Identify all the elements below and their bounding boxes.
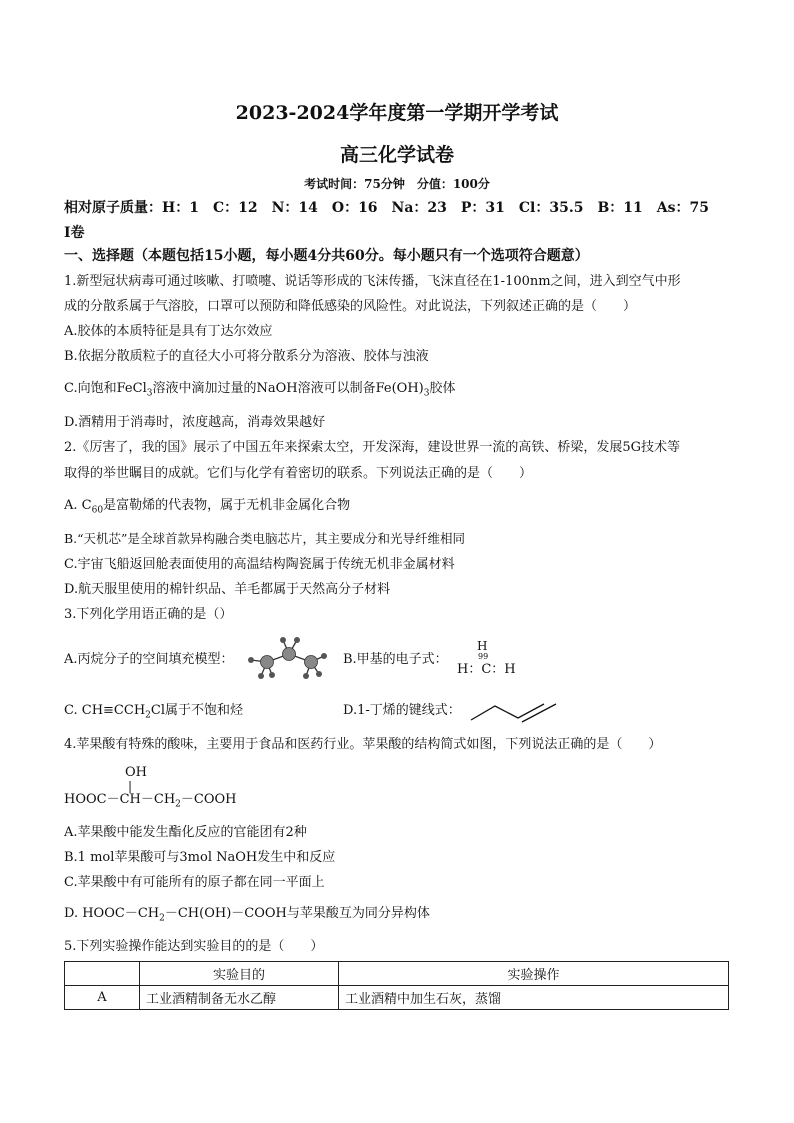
table-header-cell: 实验目的 [140,962,339,986]
q1-c-pre: C.向饱和FeCl [64,381,147,396]
exam-title: 2023-2024学年度第一学期开学考试 [235,102,559,124]
q2-option-d: D.航天服里使用的棉针织品、羊毛都属于天然高分子材料 [64,582,391,597]
table-cell: 工业酒精中加生石灰，蒸馏 [339,986,729,1010]
q1-stem-line1: 1.新型冠状病毒可通过咳嗽、打喷嚏、说话等形成的飞沫传播，飞沫直径在1-100nm之间，进入到空气中形 [64,274,681,289]
q1-option-d: D.酒精用于消毒时，浓度越高，消毒效果越好 [64,415,326,430]
q2-stem-line2: 取得的举世瞩目的成就。它们与化学有着密切的联系。下列说法正确的是（ ） [64,466,533,481]
q4-d-pre: D. HOOC－CH [64,906,160,921]
table-row [65,986,729,1010]
q2-a-pre: A. C [64,498,92,513]
malic-acid-post: －COOH [180,792,237,807]
q2-option-a [64,497,350,520]
q4-stem: 4.苹果酸有特殊的酸味，主要用于食品和医药行业。苹果酸的结构简式如图，下列说法正确的是（ ） [64,737,662,752]
q4-option-d [64,905,430,928]
q1-stem-line2: 成的分散系属于气溶胶，口罩可以预防和降低感染的风险性。对此说法，下列叙述正确的是（ ） [64,299,637,314]
q2-option-b: B.“天机芯”是全球首款异构融合类电脑芯片，其主要成分和光导纤维相同 [64,531,465,546]
methyl-dots: 99 [478,652,489,661]
table-cell: A [65,986,140,1010]
methyl-electron-formula: H：C：H [457,662,516,677]
propane-space-filling-model [242,634,332,684]
q3-option-b: B.甲基的电子式： [343,652,448,667]
q4-d-sub: 2 [159,913,165,924]
q1-c-sub1: 3 [146,388,153,399]
methyl-h-top: H [477,639,488,653]
q3-c-pre: C. CH≡CCH [64,703,146,718]
q3-option-d: D.1-丁烯的键线式： [343,703,461,718]
q5-stem: 5.下列实验操作能达到实验目的的是（ ） [64,939,324,954]
experiment-table [64,961,729,1010]
q1-c-sub2: 3 [423,388,430,399]
butene-skeletal-formula [468,698,564,724]
q2-option-c: C.宇宙飞船返回舱表面使用的高温结构陶瓷属于传统无机非金属材料 [64,557,455,572]
atomic-mass-line: 相对原子质量：H：1 C：12 N：14 O：16 Na：23 P：31 Cl：35.5 B：11 As：75 [64,200,710,216]
table-header-cell: 实验操作 [339,962,729,986]
q4-option-b: B.1 mol苹果酸可与3mol NaOH发生中和反应 [64,850,336,865]
q3-c-post: Cl属于不饱和烃 [150,703,243,718]
q2-a-sub: 60 [91,505,104,516]
q3-c-sub: 2 [145,710,151,721]
malic-acid-structure [64,791,237,814]
section-label: I卷 [64,225,85,241]
q2-stem-line1: 2.《厉害了，我的国》展示了中国五年来探索太空，开发深海，建设世界一流的高铁、桥梁，发展5G技术等 [64,440,681,455]
malic-acid-bond: | [128,779,133,793]
q4-option-a: A.苹果酸中能发生酯化反应的官能团有2种 [64,825,307,840]
q3-option-a: A.丙烷分子的空间填充模型： [64,652,234,667]
exam-info: 考试时间：75分钟 分值：100分 [304,177,490,191]
part-title: 一、选择题（本题包括15小题，每小题4分共60分。每小题只有一个选项符合题意） [64,248,589,264]
table-cell: 工业酒精制备无水乙醇 [140,986,339,1010]
q4-option-c: C.苹果酸中有可能所有的原子都在同一平面上 [64,875,325,890]
table-header-row [65,962,729,986]
q2-a-post: 是富勒烯的代表物，属于无机非金属化合物 [103,498,351,513]
malic-acid-oh: OH [125,765,147,780]
q1-c-post: 胶体 [429,381,456,396]
q1-option-a: A.胶体的本质特征是具有丁达尔效应 [64,324,273,339]
malic-acid-pre: HOOC－CH－CH [64,792,176,807]
q3-option-c [64,702,243,725]
q1-option-b: B.依据分散质粒子的直径大小可将分散系分为溶液、胶体与浊液 [64,349,429,364]
exam-subtitle: 高三化学试卷 [339,144,454,166]
q1-option-c [64,380,455,403]
table-header-cell [65,962,140,986]
q1-c-mid: 溶液中滴加过量的NaOH溶液可以制备Fe(OH) [152,381,424,396]
malic-acid-sub: 2 [175,799,181,810]
q3-stem: 3.下列化学用语正确的是（） [64,607,233,622]
q4-d-post: －CH(OH)－COOH与苹果酸互为同分异构体 [164,906,430,921]
